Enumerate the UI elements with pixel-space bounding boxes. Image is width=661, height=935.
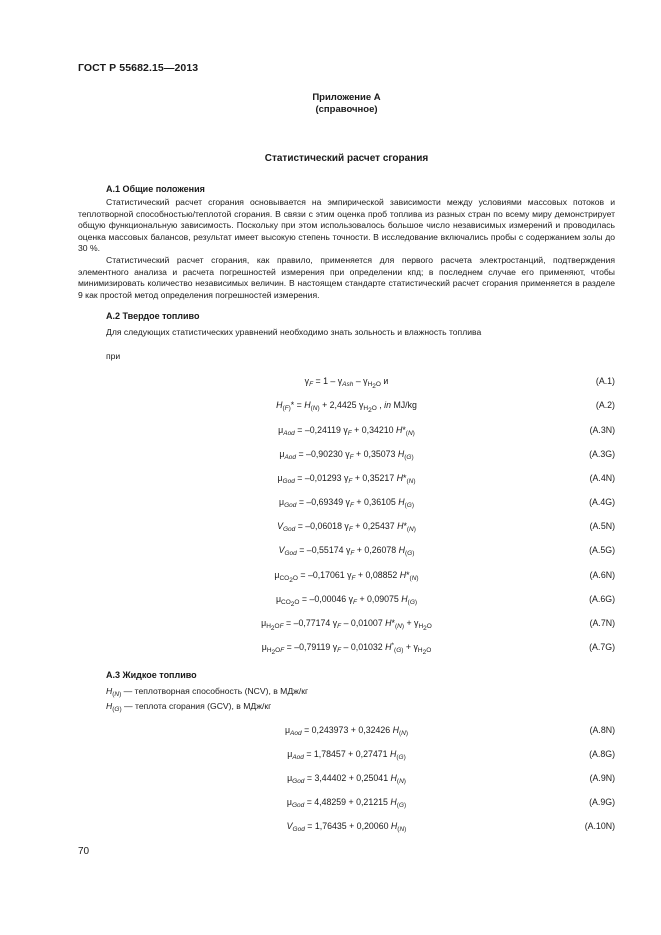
definition-ncv: $H_{(N)}$ — теплотворная способность (NCV), в МДж/кг bbox=[106, 686, 309, 698]
equation-formula: $H_{(F)}* = H_{(N)} + 2,4425$ $\gamma_{H_2O}$ , in MJ/kg bbox=[276, 400, 417, 414]
equation-formula: $\mu_{God} = 3,44402 + 0,25041$ $H_{(N)}$ bbox=[287, 773, 406, 785]
section-a1-paragraph-2: Статистический расчет сгорания, как правило, применяется для первого расчета электростанций, подтверждения элементного анализа и расчета погрешностей измерения при определении кпд; в последнем случае его применяют, чтобы минимизировать количество независимых величин. В настоящем стандарте статистический расчет сгорания применяется в разделе 9 как простой метод определения погрешностей измерения. bbox=[78, 254, 615, 300]
annex-subtitle: (справочное) bbox=[315, 104, 378, 115]
equation-formula: $\mu_{H_2OF} = -0,77174$ $\gamma_F - 0,01007$ $H*_{(N)} + \gamma_{H_2O}$ bbox=[261, 618, 432, 632]
equation-a1 bbox=[78, 376, 615, 390]
definition-gcv: $H_{(G)}$ — теплота сгорания (GCV), в МДж/кг bbox=[106, 701, 272, 713]
equation-a6n bbox=[78, 570, 615, 584]
equation-a4n bbox=[78, 473, 615, 487]
equation-number: (А.9N) bbox=[589, 773, 615, 783]
equation-formula: $V_{God} = -0,55174$ $\gamma_F + 0,26078$ $H_{(G)}$ bbox=[278, 545, 415, 557]
equation-a5n bbox=[78, 521, 615, 535]
section-a2-heading: А.2 Твердое топливо bbox=[106, 311, 200, 321]
equation-formula: $\mu_{Aod} = -0,24119$ $\gamma_F + 0,34210$ $H*_{(N)}$ bbox=[278, 425, 415, 437]
equation-formula: $\mu_{Aod} = 1,78457 + 0,27471$ $H_{(G)}$ bbox=[287, 749, 406, 761]
equation-number: (А.4G) bbox=[589, 497, 615, 507]
equation-formula: $\mu_{Aod} = 0,243973 + 0,32426$ $H_{(N)}$ bbox=[284, 725, 409, 737]
equation-number: (А.6N) bbox=[589, 570, 615, 580]
equation-a6g bbox=[78, 594, 615, 608]
equation-number: (А.7G) bbox=[589, 642, 615, 652]
section-a3-heading: А.3 Жидкое топливо bbox=[106, 670, 197, 680]
equation-number: (А.7N) bbox=[589, 618, 615, 628]
equation-formula: $V_{God} = -0,06018$ $\gamma_F + 0,25437$ $H*_{(N)}$ bbox=[277, 521, 416, 533]
equation-a9g bbox=[78, 797, 615, 811]
definition-gcv-text: — теплота сгорания (GCV), в МДж/кг bbox=[121, 701, 272, 711]
equation-a5g bbox=[78, 545, 615, 559]
equation-number: (А.5G) bbox=[589, 545, 615, 555]
equation-number: (А.2) bbox=[595, 400, 615, 410]
section-a1-paragraph-1: Статистический расчет сгорания основывается на эмпирической зависимости между условиями массовых потоков и теплотворной способностью/теплотой сгорания. В связи с этим оценка проб топлива из разных стран по всему миру демонстрирует общую функциональную зависимость. Поскольку при этом использовалось большое число независимых измерений и проводилась оценка массовых балансов, результат имеет высокую степень точности. В исследование включались пробы с содержанием золы до 30 %. bbox=[78, 197, 615, 254]
equation-formula: $\gamma_F = 1 - \gamma_{Ash} - \gamma_{H_2O}$ и bbox=[304, 376, 389, 390]
equation-formula: $\mu_{CO_2O} = -0,00046$ $\gamma_F + 0,09075$ $H_{(G)}$ bbox=[275, 594, 418, 608]
equation-formula: $\mu_{God} = 4,48259 + 0,21215$ $H_{(G)}$ bbox=[286, 797, 407, 809]
equation-number: (А.8G) bbox=[589, 749, 615, 759]
equation-formula: $\mu_{H_2OF} = -0,79119$ $\gamma_F - 0,01032$ $H^*_{(G)} + \gamma_{H_2O}$ bbox=[261, 642, 432, 656]
section-a2-intro: Для следующих статистических уравнений необходимо знать зольность и влажность топлива bbox=[106, 327, 482, 337]
equation-number: (А.3N) bbox=[589, 425, 615, 435]
equation-a9n bbox=[78, 773, 615, 787]
annex-heading bbox=[78, 92, 615, 116]
section-a2-pri: при bbox=[106, 351, 121, 361]
equation-formula: $\mu_{God} = -0,01293$ $\gamma_F + 0,35217$ $H*_{(N)}$ bbox=[277, 473, 416, 485]
definition-ncv-text: — теплотворная способность (NCV), в МДж/кг bbox=[121, 686, 309, 696]
equation-a7g bbox=[78, 642, 615, 656]
equation-number: (А.9G) bbox=[589, 797, 615, 807]
annex-title: Приложение А bbox=[312, 92, 381, 103]
section-a1-heading: А.1 Общие положения bbox=[106, 184, 205, 194]
equation-number: (А.3G) bbox=[589, 449, 615, 459]
equation-a8n bbox=[78, 725, 615, 739]
equation-number: (А.10N) bbox=[584, 821, 615, 831]
equation-formula: $V_{God} = 1,76435 + 0,20060$ $H_{(N)}$ bbox=[286, 821, 407, 833]
equation-number: (А.5N) bbox=[589, 521, 615, 531]
equation-formula: $\mu_{CO_2O} = -0,17061$ $\gamma_F + 0,08852$ $H*_{(N)}$ bbox=[274, 570, 419, 584]
equation-a3g bbox=[78, 449, 615, 463]
equation-formula: $\mu_{Aod} = -0,90230$ $\gamma_F + 0,35073$ $H_{(G)}$ bbox=[279, 449, 414, 461]
equation-a3n bbox=[78, 425, 615, 439]
equation-formula: $\mu_{God} = -0,69349$ $\gamma_F + 0,36105$ $H_{(G)}$ bbox=[279, 497, 414, 509]
equation-a10n bbox=[78, 821, 615, 835]
equation-number: (А.8N) bbox=[589, 725, 615, 735]
equation-a8g bbox=[78, 749, 615, 763]
equation-number: (А.4N) bbox=[589, 473, 615, 483]
section-a1-body bbox=[78, 197, 615, 301]
page-number: 70 bbox=[78, 846, 90, 857]
equation-a7n bbox=[78, 618, 615, 632]
main-title: Статистический расчет сгорания bbox=[264, 153, 429, 164]
standard-header: ГОСТ Р 55682.15—2013 bbox=[78, 62, 199, 74]
equation-a4g bbox=[78, 497, 615, 511]
equation-number: (А.1) bbox=[595, 376, 615, 386]
equation-a2 bbox=[78, 400, 615, 414]
equation-number: (А.6G) bbox=[589, 594, 615, 604]
